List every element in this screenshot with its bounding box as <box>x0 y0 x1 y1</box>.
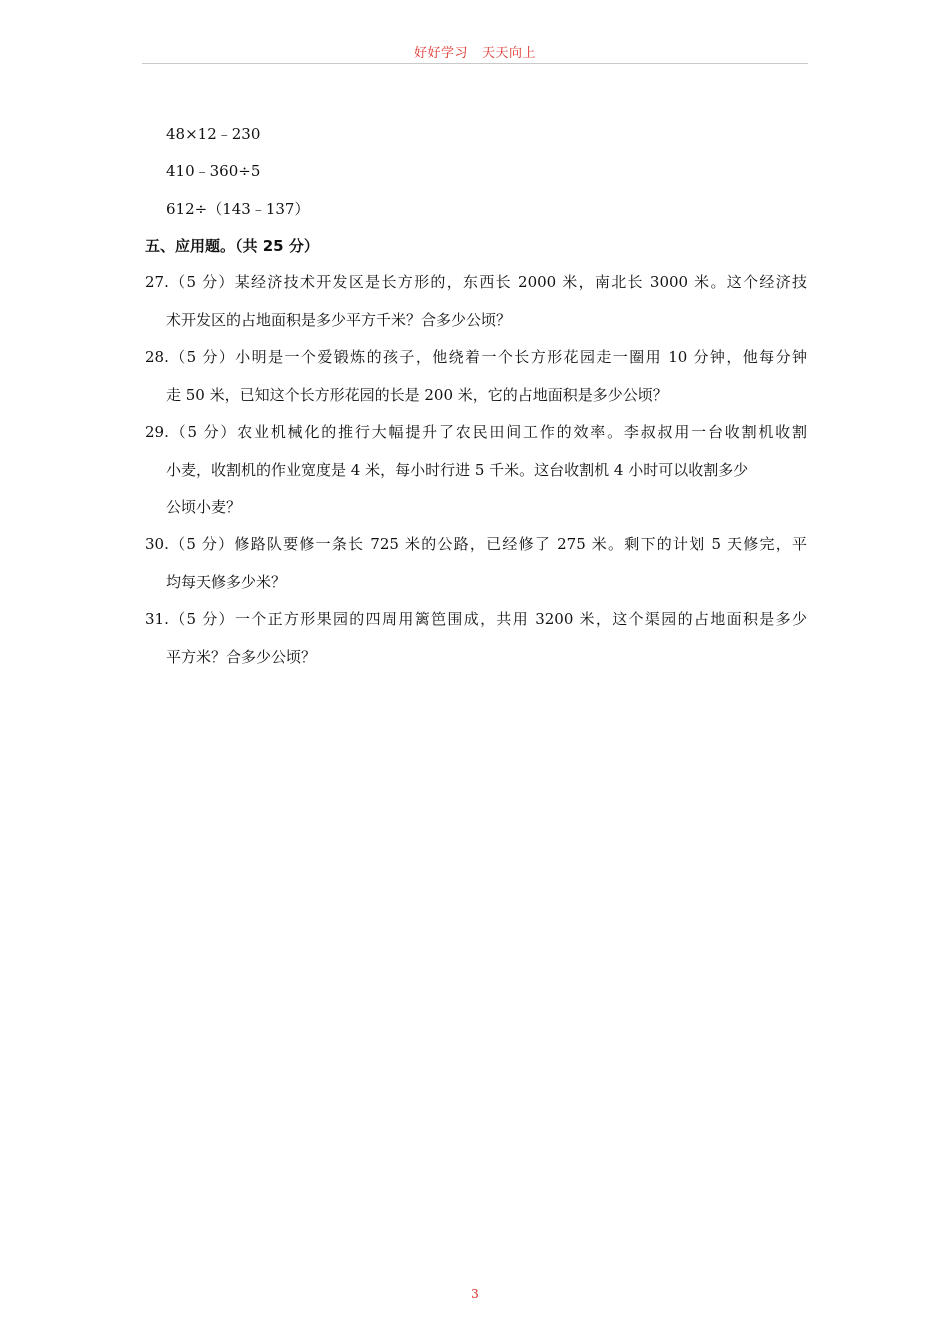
section-title: 五、应用题。（共 25 分） <box>145 237 319 255</box>
question-29 <box>145 414 807 527</box>
header-divider <box>142 63 808 64</box>
expression-2: 410﹣360÷5 <box>166 162 261 180</box>
question-31 <box>145 601 807 676</box>
question-line: 均每天修多少米？ <box>166 572 287 591</box>
question-line: 公顷小麦？ <box>166 498 242 516</box>
page-header <box>0 42 950 62</box>
expression-1: 48×12﹣230 <box>166 125 261 143</box>
question-line: 27.（5 分）某经济技术开发区是长方形的，东西长 2000 米，南北长 3000 米。这个经济技 <box>145 273 807 291</box>
question-line: 平方米？合多少公顷？ <box>166 647 317 666</box>
question-28 <box>145 339 807 414</box>
expression-3: 612÷（143﹣137） <box>166 200 310 218</box>
question-27 <box>145 264 807 339</box>
question-line: 走 50 米，已知这个长方形花园的长是 200 米，它的占地面积是多少公顷？ <box>166 385 668 404</box>
question-line: 30.（5 分）修路队要修一条长 725 米的公路，已经修了 275 米。剩下的计划 5 天修完，平 <box>145 535 807 553</box>
question-line: 28.（5 分）小明是一个爱锻炼的孩子，他绕着一个长方形花园走一圈用 10 分钟，他每分钟 <box>145 348 807 366</box>
header-motto: 好好学习 天天向上 <box>414 46 536 61</box>
question-30 <box>145 526 807 601</box>
question-line: 31.（5 分）一个正方形果园的四周用篱笆围成，共用 3200 米，这个渠园的占地面积是多少 <box>145 610 807 628</box>
question-line: 术开发区的占地面积是多少平方千米？合多少公顷？ <box>166 310 512 329</box>
question-line: 小麦，收割机的作业宽度是 4 米，每小时行进 5 千米。这台收割机 4 小时可以收割多少 <box>166 460 749 479</box>
question-line: 29.（5 分）农业机械化的推行大幅提升了农民田间工作的效率。李叔叔用一台收割机收割 <box>145 423 807 441</box>
page-number: 3 <box>471 1287 479 1301</box>
